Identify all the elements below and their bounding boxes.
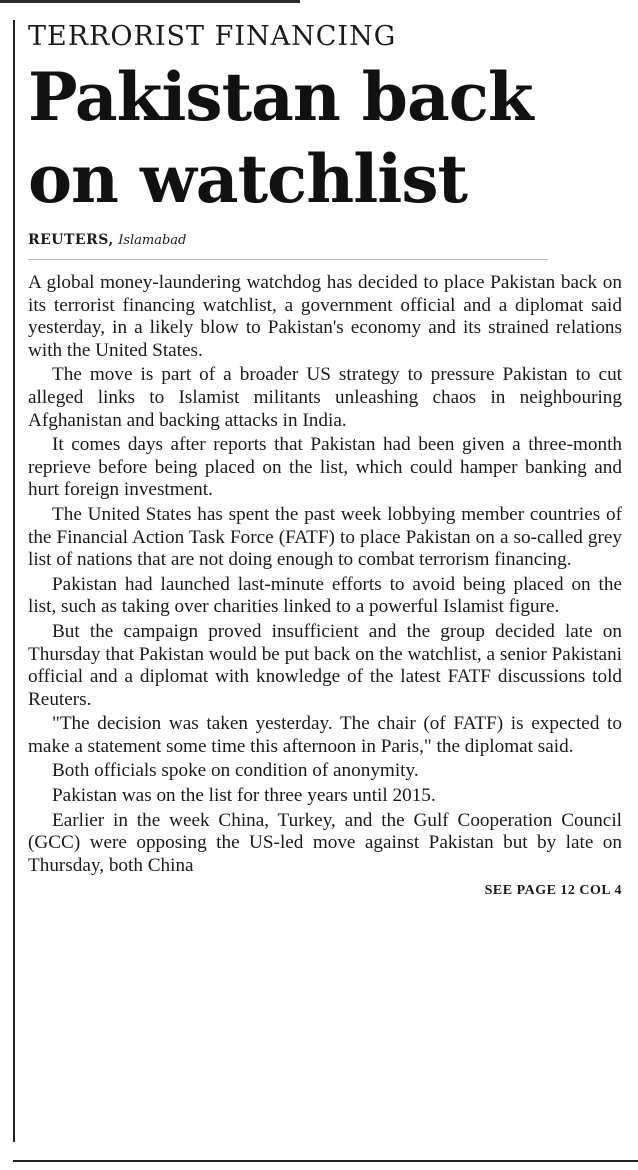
article-paragraph: Pakistan was on the list for three years until 2015. (52, 785, 436, 807)
column-bottom-rule (13, 1160, 638, 1162)
news-article (28, 18, 622, 899)
headline (28, 56, 622, 220)
byline (28, 230, 548, 260)
section-kicker: TERRORIST FINANCING (28, 21, 397, 52)
top-rule (0, 0, 300, 3)
article-paragraph: Pakistan had launched last-minute efforts to avoid being placed on the list, such as taking over charities linked to a powerful Islamist figure. (28, 573, 622, 618)
article-paragraph: Both officials spoke on condition of anonymity. (52, 760, 419, 782)
article-body (28, 272, 622, 877)
article-paragraph: The United States has spent the past week lobbying member countries of the Financial Action Task Force (FATF) to place Pakistan on a so-called grey list of nations that are not doing enough to combat terrorism financing. (28, 503, 622, 571)
byline-location: Islamabad (118, 233, 187, 248)
headline-line-1: Pakistan back (28, 58, 533, 136)
article-paragraph: A global money-laundering watchdog has decided to place Pakistan back on its terrorist financing watchlist, a government official and a diplomat said yesterday, in a likely blow to Pakistan's economy and its strained relations with the United States. (28, 272, 622, 361)
article-paragraph: But the campaign proved insufficient and the group decided late on Thursday that Pakistan would be put back on the watchlist, a senior Pakistani official and a diplomat with knowledge of the latest FATF discussions told Reuters. (28, 620, 622, 710)
continuation-jump-line: SEE PAGE 12 COL 4 (484, 883, 622, 899)
article-paragraph: "The decision was taken yesterday. The chair (of FATF) is expected to make a statement some time this afternoon in Paris," the diplomat said. (28, 713, 622, 757)
byline-agency: REUTERS, (28, 232, 114, 248)
article-paragraph: It comes days after reports that Pakistan had been given a three-month reprieve before being placed on the list, which could hamper banking and hurt foreign investment. (28, 434, 622, 501)
article-paragraph: Earlier in the week China, Turkey, and the Gulf Cooperation Council (GCC) were opposing the US-led move against Pakistan but by late on Thursday, both China (28, 809, 622, 876)
article-paragraph: The move is part of a broader US strategy to pressure Pakistan to cut alleged links to Islamist militants unleashing chaos in neighbouring Afghanistan and backing attacks in India. (28, 364, 622, 431)
headline-line-2: on watchlist (28, 140, 468, 218)
column-left-rule (13, 20, 15, 1142)
